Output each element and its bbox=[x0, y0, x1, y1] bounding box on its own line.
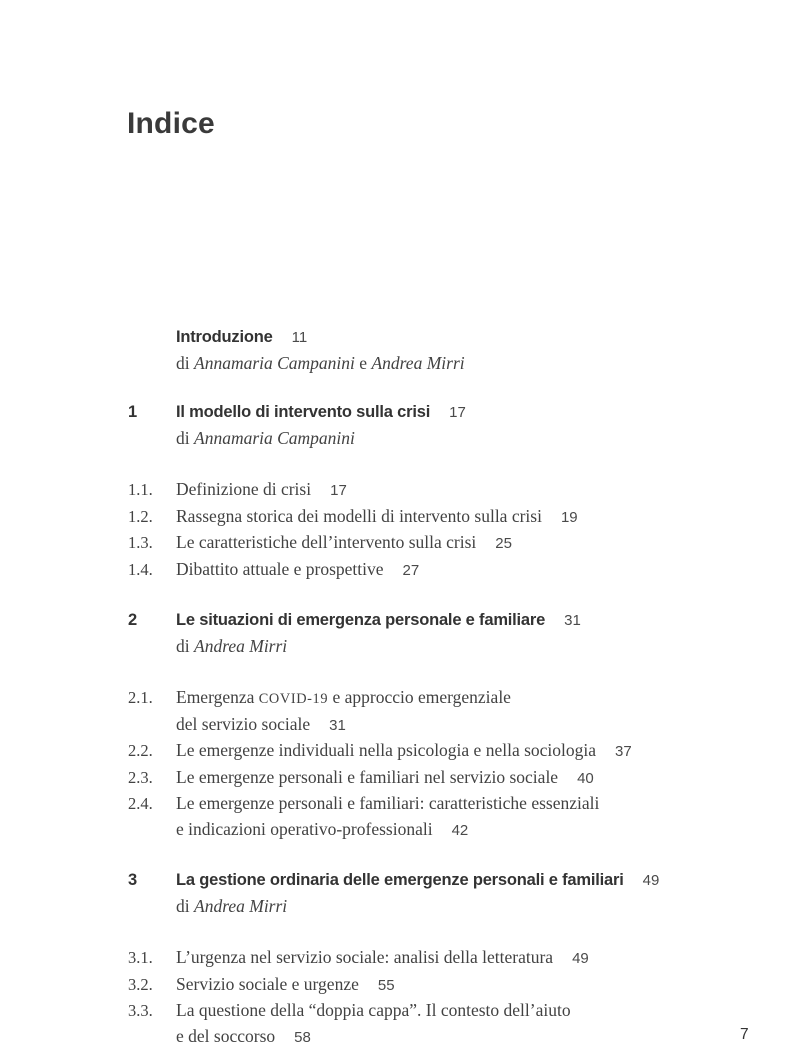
byline-joiner: e bbox=[354, 352, 372, 373]
entry-number: 1.2. bbox=[128, 506, 153, 526]
toc-entry-chapter-1 bbox=[128, 400, 708, 450]
toc-entry-section bbox=[128, 685, 708, 712]
entry-page-number: 11 bbox=[291, 329, 308, 346]
entry-title: Le caratteristiche dell’intervento sulla crisi bbox=[176, 532, 477, 552]
entry-page-number: 17 bbox=[330, 482, 347, 499]
entry-number: 1.3. bbox=[128, 533, 153, 552]
entry-page-number: 40 bbox=[577, 769, 594, 787]
entry-title: La questione della “doppia cappa”. Il contesto dell’aiuto bbox=[176, 1000, 571, 1020]
byline-prefix: di bbox=[176, 352, 194, 373]
toc-sections-chapter-3 bbox=[128, 945, 708, 1050]
entry-number: 1.1. bbox=[128, 480, 153, 499]
entry-title-line2: e del soccorso bbox=[176, 1025, 276, 1046]
entry-number: 2.2. bbox=[128, 741, 153, 760]
entry-page-number: 17 bbox=[449, 404, 466, 421]
entry-title: Emergenza bbox=[176, 687, 259, 707]
toc-sections-chapter-2 bbox=[128, 685, 708, 843]
entry-title: La gestione ordinaria delle emergenze personali e familiari bbox=[176, 871, 624, 889]
entry-title: Servizio sociale e urgenze bbox=[176, 973, 359, 994]
entry-page-number: 31 bbox=[329, 716, 346, 734]
toc-entry-section bbox=[128, 765, 708, 792]
byline-prefix: di bbox=[176, 427, 194, 448]
toc-entry-introduzione bbox=[128, 325, 708, 375]
entry-page-number: 55 bbox=[377, 976, 395, 994]
toc-entry-byline-row bbox=[128, 426, 708, 451]
toc-entry-section bbox=[128, 972, 708, 999]
entry-number: 3 bbox=[128, 871, 138, 889]
toc-entry-section bbox=[128, 998, 708, 1024]
toc-entry-chapter-3 bbox=[128, 868, 708, 918]
entry-byline bbox=[176, 351, 708, 376]
byline-prefix: di bbox=[176, 635, 194, 656]
entry-title: Dibattito attuale e prospettive bbox=[176, 558, 384, 579]
toc-entry-byline-row bbox=[128, 894, 708, 919]
toc-entry-heading-row bbox=[128, 868, 708, 894]
author-name: Andrea Mirri bbox=[371, 352, 465, 373]
entry-page-number: 25 bbox=[495, 535, 512, 552]
entry-title-line2: e indicazioni operativo-professionali bbox=[176, 818, 433, 839]
toc-entry-section bbox=[128, 945, 708, 972]
byline-prefix: di bbox=[176, 895, 194, 916]
entry-number: 2.3. bbox=[128, 767, 153, 787]
entry-number: 3.3. bbox=[128, 1001, 153, 1020]
entry-page-number: 27 bbox=[402, 561, 420, 579]
entry-page-number: 58 bbox=[294, 1028, 311, 1046]
folio-page-number: 7 bbox=[740, 1026, 749, 1043]
entry-title: Le emergenze personali e familiari: caratteristiche essenziali bbox=[176, 793, 600, 813]
toc-entry-section bbox=[128, 738, 708, 765]
entry-title: Le situazioni di emergenza personale e familiare bbox=[176, 611, 546, 629]
toc-entry-section bbox=[128, 504, 708, 531]
entry-title: Rassegna storica dei modelli di intervento sulla crisi bbox=[176, 505, 542, 526]
author-name: Annamaria Campanini bbox=[194, 427, 355, 448]
entry-title: Il modello di intervento sulla crisi bbox=[176, 403, 431, 421]
entry-number: 2 bbox=[128, 611, 138, 629]
toc-entry-section-continuation bbox=[128, 817, 708, 844]
toc-entry-section bbox=[128, 530, 708, 557]
toc-entry-heading-row bbox=[128, 325, 708, 351]
entry-title: e approccio emergenziale bbox=[328, 687, 511, 707]
entry-byline bbox=[176, 894, 708, 919]
toc-entry-section-continuation bbox=[128, 712, 708, 739]
toc-entry-section bbox=[128, 557, 708, 584]
author-name: Annamaria Campanini bbox=[194, 352, 355, 373]
entry-page-number: 42 bbox=[451, 821, 469, 839]
toc-entry-section-continuation bbox=[128, 1024, 708, 1051]
entry-page-number: 37 bbox=[615, 743, 632, 760]
entry-page-number: 49 bbox=[642, 872, 660, 889]
entry-byline bbox=[176, 426, 708, 451]
toc-entry-section bbox=[128, 477, 708, 504]
toc-entry-heading-row bbox=[128, 400, 708, 426]
entry-title: Introduzione bbox=[176, 328, 273, 346]
entry-page-number: 31 bbox=[564, 612, 581, 629]
toc-entry-chapter-2 bbox=[128, 608, 708, 658]
entry-byline bbox=[176, 634, 708, 659]
entry-number: 1.4. bbox=[128, 559, 153, 579]
toc-sections-chapter-1 bbox=[128, 477, 708, 583]
entry-number: 3.2. bbox=[128, 974, 153, 994]
entry-title: Le emergenze individuali nella psicologia e nella sociologia bbox=[176, 740, 597, 760]
toc bbox=[128, 325, 708, 1050]
covid-smallcaps: COVID-19 bbox=[258, 691, 329, 707]
toc-entry-byline-row bbox=[128, 634, 708, 659]
entry-number: 3.1. bbox=[128, 948, 153, 967]
entry-title-line2: del servizio sociale bbox=[176, 713, 311, 734]
entry-page-number: 19 bbox=[560, 508, 578, 526]
page-title: Indice bbox=[127, 107, 215, 141]
entry-number: 1 bbox=[128, 403, 138, 421]
entry-number: 2.1. bbox=[128, 688, 153, 707]
toc-entry-section bbox=[128, 791, 708, 817]
entry-title: Le emergenze personali e familiari nel servizio sociale bbox=[176, 766, 559, 787]
entry-title: Definizione di crisi bbox=[176, 479, 312, 499]
entry-title: L’urgenza nel servizio sociale: analisi della letteratura bbox=[176, 947, 554, 967]
author-name: Andrea Mirri bbox=[194, 635, 288, 656]
entry-page-number: 49 bbox=[572, 950, 589, 967]
author-name: Andrea Mirri bbox=[194, 895, 288, 916]
entry-number: 2.4. bbox=[128, 794, 153, 813]
toc-entry-heading-row bbox=[128, 608, 708, 634]
toc-entry-byline-row bbox=[128, 351, 708, 376]
